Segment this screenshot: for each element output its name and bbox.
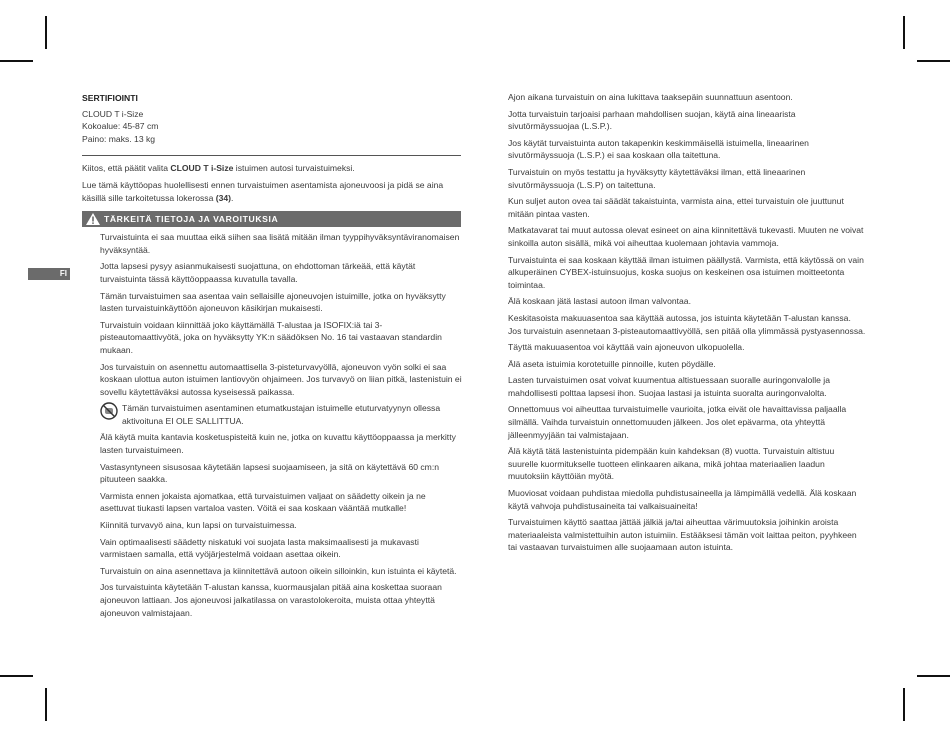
intro-text: istuimen autosi turvaistuimeksi. bbox=[233, 163, 355, 174]
reference-number: (34) bbox=[215, 192, 232, 203]
airbag-warning-text: Tämän turvaistuimen asentaminen etumatkustajan istuimelle etuturvatyynyn ollessa aktivoituna EI OLE SALLITTUA. bbox=[122, 403, 441, 426]
list-item: Matkatavarat tai muut autossa olevat esineet on aina kiinnitettävä tukevasti. Muuten ne voivat sinkoilla auton sisällä, mikä voi aiheuttaa kuolemaan johtavia vammoja. bbox=[508, 225, 864, 248]
list-item: Älä käytä tätä lastenistuinta pidempään kuin kahdeksan (8) vuotta. Turvaistuin altistuu suurelle kuormitukselle tuotteen elinkaaren aikana, mikä johtaa materiaalien laadun muutoksiin käyttöiän myötä. bbox=[508, 446, 835, 482]
list-item: Varmista ennen jokaista ajomatkaa, että turvaistuimen valjaat on säädetty oikein ja ne asettuvat tiukasti lapsen vartaloa vasten. Vöitä ei saa koskaan vääntää mutkalle! bbox=[100, 490, 426, 514]
list-item: Tämän turvaistuimen saa asentaa vain sellaisille ajoneuvojen istuimille, jotka on hyväksytty lasten turvaistuinkäyttöön ajoneuvon käsikirjan mukaisesti. bbox=[100, 290, 446, 314]
warning-banner-title: TÄRKEITÄ TIETOJA JA VAROITUKSIA bbox=[104, 214, 279, 225]
cert-line: CLOUD T i-Size bbox=[82, 108, 144, 119]
list-item: Keskitasoista makuuasentoa saa käyttää autossa, jos istuinta käytetään T-alustan kanssa. Jos turvaistuin asennetaan 3-pisteautomaattivyöllä, sen pitää olla ylimmässä pystyasennossa. bbox=[508, 312, 866, 336]
language-tab: FI bbox=[28, 268, 70, 280]
crop-mark-tl-v bbox=[45, 16, 47, 49]
intro-text: . bbox=[231, 192, 234, 203]
cert-line: Kokoalue: 45-87 cm bbox=[82, 121, 159, 132]
crop-mark-tr-h bbox=[917, 60, 950, 62]
list-item: Turvaistuin on myös testattu ja hyväksytty käytettäväksi ilman, että lineaarinen sivutörmäyssuoja (L.S.P) on taitettuna. bbox=[508, 166, 806, 190]
no-airbag-icon bbox=[100, 402, 118, 420]
crop-mark-bl-h bbox=[0, 675, 33, 677]
cert-line: Paino: maks. 13 kg bbox=[82, 133, 156, 144]
divider bbox=[82, 155, 461, 156]
list-item: Älä käytä muita kantavia kosketuspisteitä kuin ne, jotka on kuvattu käyttöoppaassa ja merkitty lasten turvaistuimeen. bbox=[100, 432, 456, 456]
intro-text: Lue tämä käyttöopas huolellisesti ennen turvaistuimen asentamista ajoneuvoosi ja pidä se aina käsillä sille tarkoitetussa lokerossa bbox=[82, 179, 444, 203]
intro-paragraph-1 bbox=[82, 162, 462, 175]
list-item: Täyttä makuuasentoa voi käyttää vain ajoneuvon ulkopuolella. bbox=[508, 342, 745, 353]
list-item: Vastasyntyneen sisusosaa käytetään lapsesi suojaamiseen, ja sitä on käytettävä 60 cm:n pituuteen saakka. bbox=[100, 461, 440, 485]
list-item: Vain optimaalisesti säädetty niskatuki voi suojata lasta maksimaalisesti ja mukavasti varmistaen samalla, että vyöjärjestelmä voidaan asettaa oikein. bbox=[100, 536, 419, 560]
airbag-warning bbox=[82, 402, 462, 427]
list-item: Jos turvaistuinta käytetään T-alustan kanssa, kuormausjalan pitää aina koskettaa suoraan ajoneuvon lattiaan. Jos ajoneuvosi jalkatilassa on varastolokeroita, muista ottaa yhteyttä ajoneuvon valmistajaan. bbox=[100, 582, 442, 618]
right-column bbox=[508, 91, 866, 558]
crop-mark-bl-v bbox=[45, 688, 47, 721]
list-item: Turvaistuinta ei saa koskaan käyttää ilman istuimen päällystä. Varmista, että käytössä on vain alkuperäinen CYBEX-istuinsuojus, koska suojus on keskeinen osa istuimen moitteetonta toimintaa. bbox=[508, 254, 864, 290]
list-item: Ajon aikana turvaistuin on aina lukittava taaksepäin suunnattuun asentoon. bbox=[508, 92, 793, 102]
list-item: Turvaistuinta ei saa muuttaa eikä siihen saa lisätä mitään ilman tyyppihyväksyntäviranomaisen hyväksyntää. bbox=[100, 232, 460, 255]
crop-mark-tl-h bbox=[0, 60, 33, 62]
list-item: Jos käytät turvaistuinta auton takapenkin keskimmäisellä istuimella, lineaarinen sivutörmäyssuoja (L.S.P.) ei saa koskaan olla taitettuna. bbox=[508, 137, 809, 161]
warning-triangle-icon bbox=[86, 213, 100, 225]
list-item: Jotta lapsesi pysyy asianmukaisesti suojattuna, on ehdottoman tärkeää, että käytät turvaistuinta tässä käyttöoppaassa kuvatulla tavalla. bbox=[100, 261, 416, 284]
list-item: Muoviosat voidaan puhdistaa miedolla puhdistusaineella ja lämpimällä vedellä. Älä koskaan käytä vahvoja puhdistusaineita tai valkaisuaineita! bbox=[508, 488, 857, 511]
list-item: Jos turvaistuin on asennettu automaattisella 3-pisteturvavyöllä, ajoneuvon vyön solki ei saa koskaan ulottua auton istuimen lantiovyön ohjaimeen. Jos turvavyö on liian pitkä, lastenistuin ei sovellu käytettäväksi autossa kyseisessä paikassa. bbox=[100, 361, 462, 397]
list-item: Onnettomuus voi aiheuttaa turvaistuimelle vaurioita, jotka eivät ole havaittavissa paljaalla silmällä. Vaihda turvaistuin onnettomuuden jälkeen. Jos olet epävarma, ota yhteyttä jälleenmyyjään tai valmistajaan. bbox=[508, 404, 847, 440]
crop-mark-br-v bbox=[903, 688, 905, 721]
left-column bbox=[82, 92, 462, 623]
list-item: Lasten turvaistuimen osat voivat kuumentua altistuessaan suoralle auringonvalolle ja mahdollisesti polttaa lapsesi ihon. Suojaa lastasi ja istuinta suoralta auringonvalolta. bbox=[508, 375, 830, 398]
crop-mark-tr-v bbox=[903, 16, 905, 49]
warning-banner bbox=[82, 211, 461, 227]
list-item: Kun suljet auton ovea tai säädät takaistuinta, varmista aina, ettei turvaistuin ole juuttunut mitään pintaa vasten. bbox=[508, 196, 844, 219]
list-item: Älä aseta istuimia korotetuille pinnoille, kuten pöydälle. bbox=[508, 358, 716, 369]
list-item: Älä koskaan jätä lastasi autoon ilman valvontaa. bbox=[508, 296, 691, 307]
crop-mark-br-h bbox=[917, 675, 950, 677]
list-item: Jotta turvaistuin tarjoaisi parhaan mahdollisen suojan, käytä aina lineaarista sivutörmäyssuojaa (L.S.P.). bbox=[508, 108, 796, 132]
cert-title: SERTIFIOINTI bbox=[82, 93, 138, 103]
list-item: Turvaistuin voidaan kiinnittää joko käyttämällä T-alustaa ja ISOFIX:iä tai 3-pisteautomaattivyötä, joka on hyväksytty YK:n säädöksen No. 16 tai vastaavan standardin mukaan. bbox=[100, 319, 442, 355]
product-name: CLOUD T i-Size bbox=[170, 163, 234, 174]
list-item: Kiinnitä turvavyö aina, kun lapsi on turvaistuimessa. bbox=[100, 520, 297, 531]
list-item: Turvaistuimen käyttö saattaa jättää jälkiä ja/tai aiheuttaa värimuutoksia joihinkin aroista materiaaleista valmistettuihin auton istuimiin. Estääksesi tämän voit laittaa peiton, pyyhkeen tai vastaavan turvaistuimen alle suojaamaan auton istuinta. bbox=[508, 517, 857, 553]
intro-text: Kiitos, että päätit valita bbox=[82, 163, 171, 174]
intro-paragraph-2 bbox=[82, 179, 462, 204]
list-item: Turvaistuin on aina asennettava ja kiinnitettävä autoon oikein silloinkin, kun istuinta ei käytetä. bbox=[100, 565, 457, 576]
